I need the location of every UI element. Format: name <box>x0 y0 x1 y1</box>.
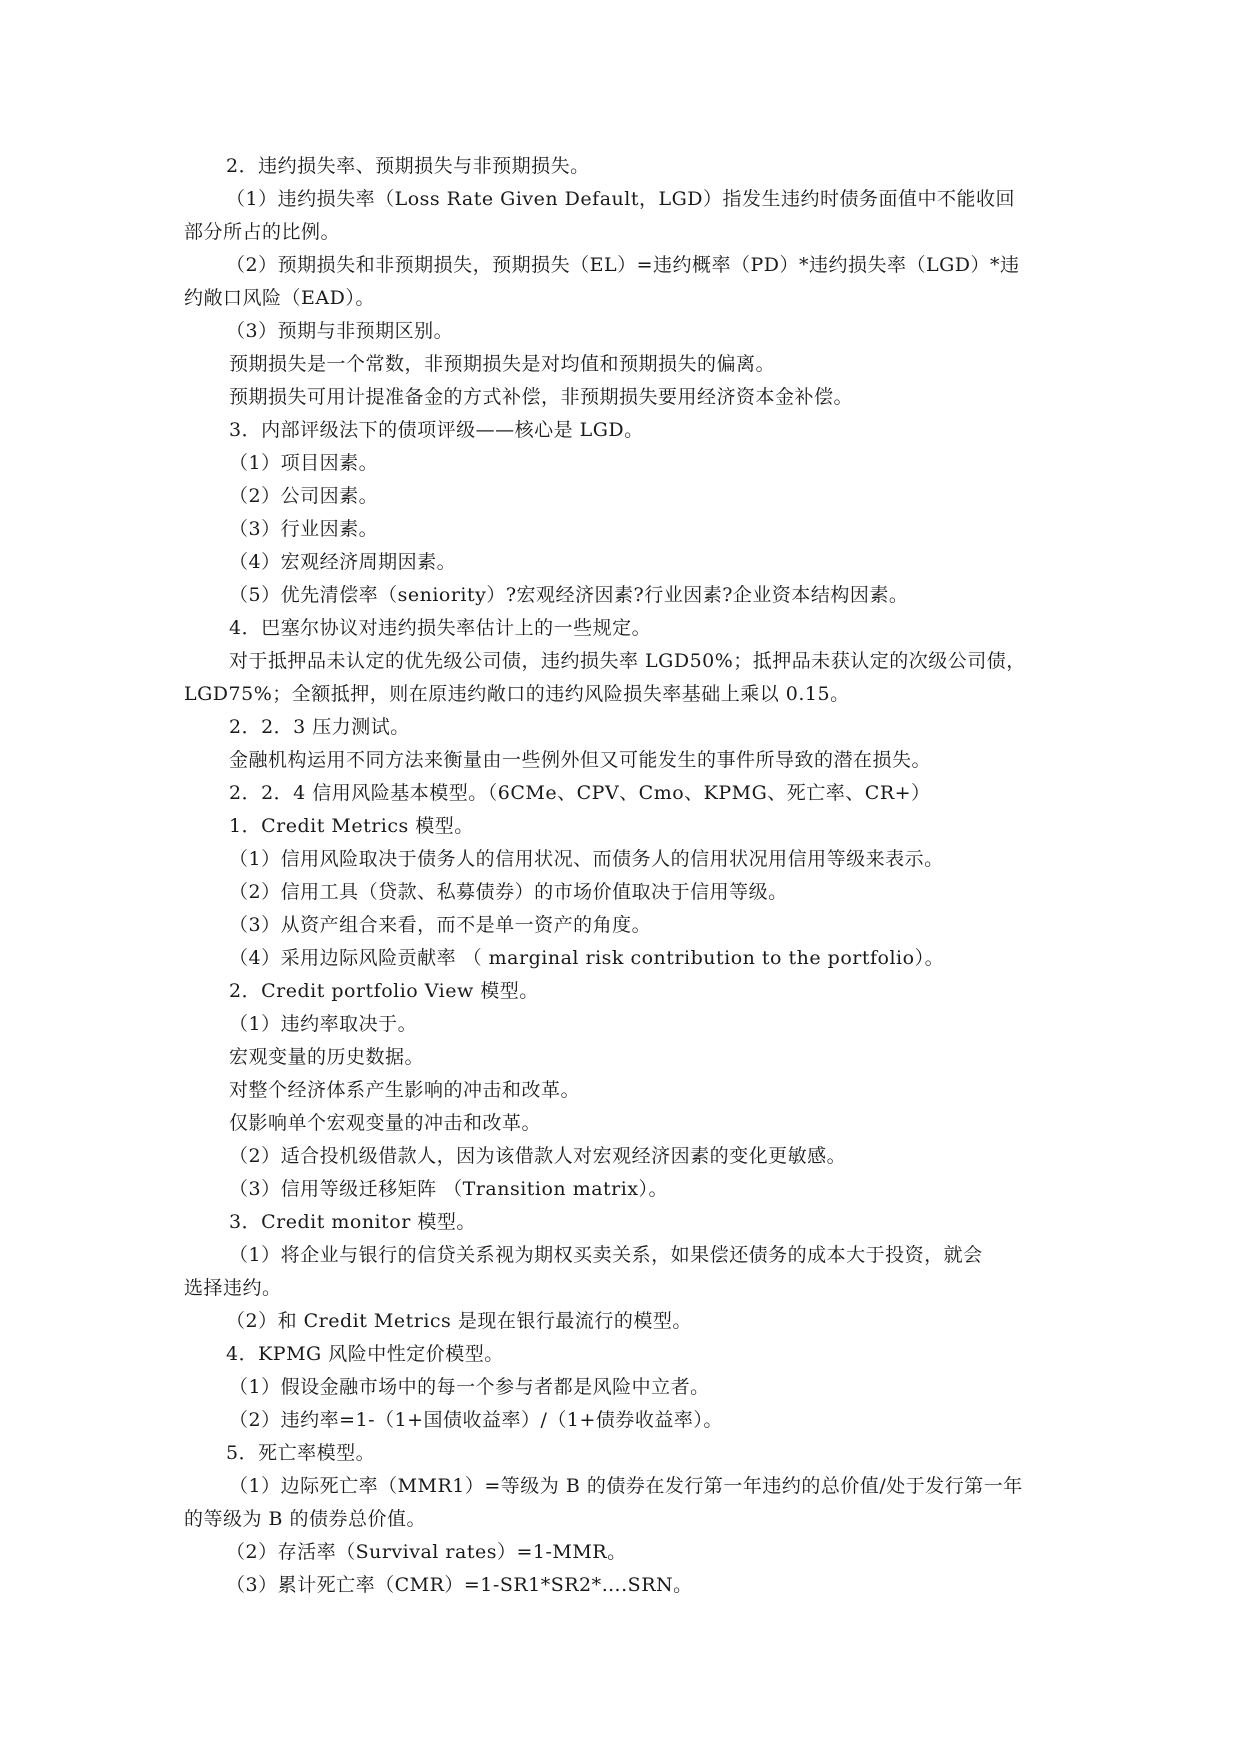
section-heading: 2．Credit portfolio View 模型。 <box>229 980 539 1002</box>
list-item: （3）从资产组合来看，而不是单一资产的角度。 <box>229 914 652 936</box>
list-item: （2）存活率（Survival rates）=1-MMR。 <box>226 1541 627 1563</box>
list-item: （3）行业因素。 <box>229 518 379 540</box>
paragraph-line: 预期损失可用计提准备金的方式补偿，非预期损失要用经济资本金补偿。 <box>229 386 854 408</box>
list-item: （2）公司因素。 <box>229 485 379 507</box>
list-item: （3）信用等级迁移矩阵 （Transition matrix）。 <box>229 1178 669 1200</box>
section-heading: 2．2．3 压力测试。 <box>229 716 410 738</box>
list-item: （5）优先清偿率（seniority）?宏观经济因素?行业因素?企业资本结构因素。 <box>229 584 909 606</box>
paragraph-line: 约敞口风险（EAD）。 <box>184 287 375 309</box>
paragraph-line: 部分所占的比例。 <box>184 221 341 243</box>
paragraph-line: 预期损失是一个常数，非预期损失是对均值和预期损失的偏离。 <box>229 353 776 375</box>
paragraph-line: （1）边际死亡率（MMR1）=等级为 B 的债券在发行第一年违约的总价值/处于发行第一年 <box>229 1475 1023 1497</box>
paragraph-line: 对整个经济体系产生影响的冲击和改革。 <box>229 1079 581 1101</box>
paragraph-line: 选择违约。 <box>184 1277 282 1299</box>
list-item: （3）累计死亡率（CMR）=1-SR1*SR2*….SRN。 <box>226 1574 693 1596</box>
list-item: （1）信用风险取决于债务人的信用状况、而债务人的信用状况用信用等级来表示。 <box>229 848 944 870</box>
list-item: （2）适合投机级借款人，因为该借款人对宏观经济因素的变化更敏感。 <box>229 1145 847 1167</box>
paragraph-line: 对于抵押品未认定的优先级公司债，违约损失率 LGD50%；抵押品未获认定的次级公司债， <box>229 650 1026 672</box>
paragraph-line: （1）将企业与银行的信贷关系视为期权买卖关系，如果偿还债务的成本大于投资，就会 <box>229 1244 983 1266</box>
section-heading: 2．违约损失率、预期损失与非预期损失。 <box>226 155 590 177</box>
document-body <box>184 150 1074 1602</box>
section-heading: 4．巴塞尔协议对违约损失率估计上的一些规定。 <box>229 617 652 639</box>
list-item: （2）信用工具（贷款、私募债券）的市场价值取决于信用等级。 <box>229 881 788 903</box>
paragraph-line: LGD75%；全额抵押，则在原违约敞口的违约风险损失率基础上乘以 0.15。 <box>184 683 850 705</box>
paragraph-line: （2）预期损失和非预期损失，预期损失（EL）=违约概率（PD）*违约损失率（LGD）*违 <box>226 254 1020 276</box>
list-item: （1）项目因素。 <box>229 452 379 474</box>
list-item: （1）违约率取决于。 <box>229 1013 418 1035</box>
list-item: （2）违约率=1-（1+国债收益率）/（1+债券收益率）。 <box>229 1409 723 1431</box>
section-heading: 5．死亡率模型。 <box>226 1442 376 1464</box>
list-item: （2）和 Credit Metrics 是现在银行最流行的模型。 <box>226 1310 692 1332</box>
section-heading: 2．2．4 信用风险基本模型。（6CMe、CPV、Cmo、KPMG、死亡率、CR+） <box>229 782 931 804</box>
section-heading: 3．内部评级法下的债项评级——核心是 LGD。 <box>229 419 644 441</box>
section-heading: 1．Credit Metrics 模型。 <box>229 815 474 837</box>
list-item: （4）采用边际风险贡献率 （ marginal risk contribution to the portfolio）。 <box>229 947 945 969</box>
paragraph-line: 金融机构运用不同方法来衡量由一些例外但又可能发生的事件所导致的潜在损失。 <box>229 749 932 771</box>
paragraph-line: 的等级为 B 的债券总价值。 <box>184 1508 427 1530</box>
paragraph-line: 宏观变量的历史数据。 <box>229 1046 425 1068</box>
paragraph-line: 仅影响单个宏观变量的冲击和改革。 <box>229 1112 542 1134</box>
list-item: （1）假设金融市场中的每一个参与者都是风险中立者。 <box>229 1376 710 1398</box>
paragraph-line: （1）违约损失率（Loss Rate Given Default，LGD）指发生违约时债务面值中不能收回 <box>226 188 1015 210</box>
paragraph-line: （3）预期与非预期区别。 <box>226 320 454 342</box>
section-heading: 3．Credit monitor 模型。 <box>229 1211 476 1233</box>
section-heading: 4．KPMG 风险中性定价模型。 <box>226 1343 504 1365</box>
list-item: （4）宏观经济周期因素。 <box>229 551 457 573</box>
